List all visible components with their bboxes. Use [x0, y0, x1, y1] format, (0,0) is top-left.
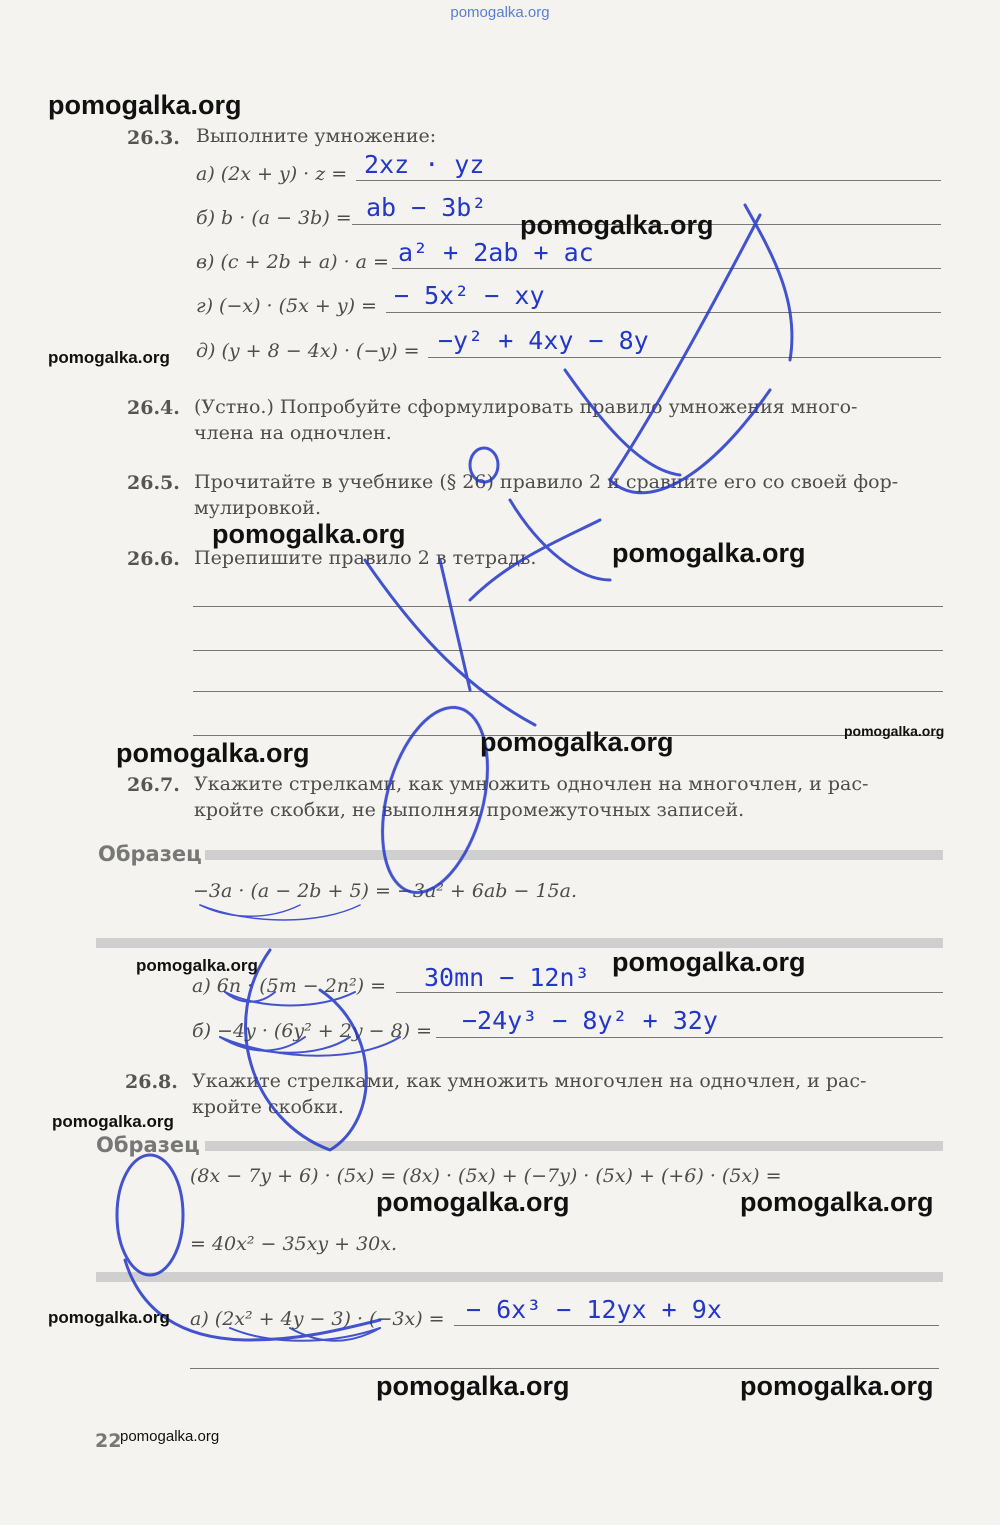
watermark: pomogalka.org	[740, 1371, 934, 1401]
watermark: pomogalka.org	[844, 723, 945, 739]
watermark: pomogalka.org	[520, 210, 714, 240]
problem-text: кройте скобки, не выполняя промежуточных записей.	[194, 799, 745, 821]
writing-line	[190, 1368, 939, 1369]
expression: а) 6n · (5m − 2n²) =	[192, 975, 387, 997]
answer-line	[436, 1037, 943, 1038]
watermark: pomogalka.org	[612, 538, 806, 568]
problem-number: 26.3.	[127, 127, 180, 149]
expression: д) (y + 8 − 4x) · (−y) =	[196, 340, 420, 362]
watermark: pomogalka.org	[48, 90, 242, 120]
page-number: 22	[95, 1430, 122, 1452]
problem-number: 26.7.	[127, 774, 180, 796]
writing-line	[193, 691, 943, 692]
problem-number: 26.4.	[127, 397, 180, 419]
watermark: pomogalka.org	[48, 1308, 170, 1327]
watermark: pomogalka.org	[120, 1428, 220, 1445]
answer-line	[396, 992, 943, 993]
expression: б) b · (a − 3b) =	[196, 207, 352, 229]
writing-line	[193, 606, 943, 607]
writing-line	[193, 650, 943, 651]
expression: г) (−x) · (5x + y) =	[196, 295, 377, 317]
scribble-stroke	[440, 560, 470, 690]
handwritten-answer: ab − 3b²	[366, 193, 487, 222]
sample-label: Образец	[98, 842, 202, 866]
answer-line	[392, 268, 941, 269]
problem-number: 26.6.	[127, 548, 180, 570]
answer-line	[356, 180, 941, 181]
sample-bar	[96, 1272, 943, 1282]
watermark: pomogalka.org	[612, 947, 806, 977]
handwritten-answer: −24y³ − 8y² + 32y	[462, 1006, 718, 1035]
answer-line	[428, 357, 941, 358]
scribble-stroke	[117, 1155, 183, 1275]
problem-text: Укажите стрелками, как умножить многочлен на одночлен, и рас-	[192, 1070, 867, 1092]
answer-line	[386, 312, 941, 313]
watermark: pomogalka.org	[116, 738, 310, 768]
sample-bar	[205, 1141, 943, 1151]
watermark: pomogalka.org	[740, 1187, 934, 1217]
handwritten-answer: 30mn − 12n³	[424, 963, 590, 992]
answer-line	[454, 1325, 939, 1326]
problem-number: 26.8.	[125, 1071, 178, 1093]
sample-label: Образец	[96, 1133, 200, 1157]
watermark: pomogalka.org	[48, 348, 170, 367]
problem-text: Перепишите правило 2 в тетрадь.	[194, 547, 537, 569]
scribble-stroke	[200, 905, 360, 920]
handwritten-answer: 2xz · yz	[364, 150, 485, 179]
sample-expression: (8x − 7y + 6) · (5x) = (8x) · (5x) + (−7y) · (5x) + (+6) · (5x) =	[190, 1165, 782, 1187]
handwritten-answer: a² + 2ab + ac	[398, 238, 594, 267]
watermark: pomogalka.org	[480, 727, 674, 757]
problem-title: Выполните умножение:	[196, 125, 437, 147]
problem-number: 26.5.	[127, 472, 180, 494]
sample-bar	[205, 850, 943, 860]
expression: в) (c + 2b + a) · a =	[196, 251, 389, 273]
problem-text: Прочитайте в учебнике (§ 26) правило 2 и сравните его со своей фор-	[194, 471, 899, 493]
problem-text: (Устно.) Попробуйте сформулировать правило умножения много-	[194, 396, 858, 418]
sample-bar	[96, 938, 943, 948]
problem-text: мулировкой.	[194, 497, 322, 519]
expression: б) −4y · (6y² + 2y − 8) =	[192, 1020, 433, 1042]
handwritten-answer: − 6x³ − 12yx + 9x	[466, 1295, 722, 1324]
watermark: pomogalka.org	[136, 956, 258, 975]
problem-text: члена на одночлен.	[194, 422, 392, 444]
scribble-stroke	[565, 370, 680, 475]
sample-expression: −3a · (a − 2b + 5) = −3a² + 6ab − 15a.	[193, 880, 578, 902]
scribble-stroke	[200, 905, 300, 916]
scribble-stroke	[745, 205, 792, 360]
top-watermark: pomogalka.org	[450, 4, 550, 21]
expression: а) (2x² + 4y − 3) · (−3x) =	[190, 1308, 445, 1330]
watermark: pomogalka.org	[212, 519, 406, 549]
handwritten-answer: − 5x² − xy	[394, 281, 545, 310]
handwritten-answer: −y² + 4xy − 8y	[438, 326, 649, 355]
problem-text: кройте скобки.	[192, 1096, 344, 1118]
watermark: pomogalka.org	[52, 1112, 174, 1131]
expression: а) (2x + y) · z =	[196, 163, 348, 185]
scribble-stroke	[365, 560, 535, 725]
problem-text: Укажите стрелками, как умножить одночлен на многочлен, и рас-	[194, 773, 869, 795]
watermark: pomogalka.org	[376, 1187, 570, 1217]
sample-expression: = 40x² − 35xy + 30x.	[190, 1233, 398, 1255]
watermark: pomogalka.org	[376, 1371, 570, 1401]
